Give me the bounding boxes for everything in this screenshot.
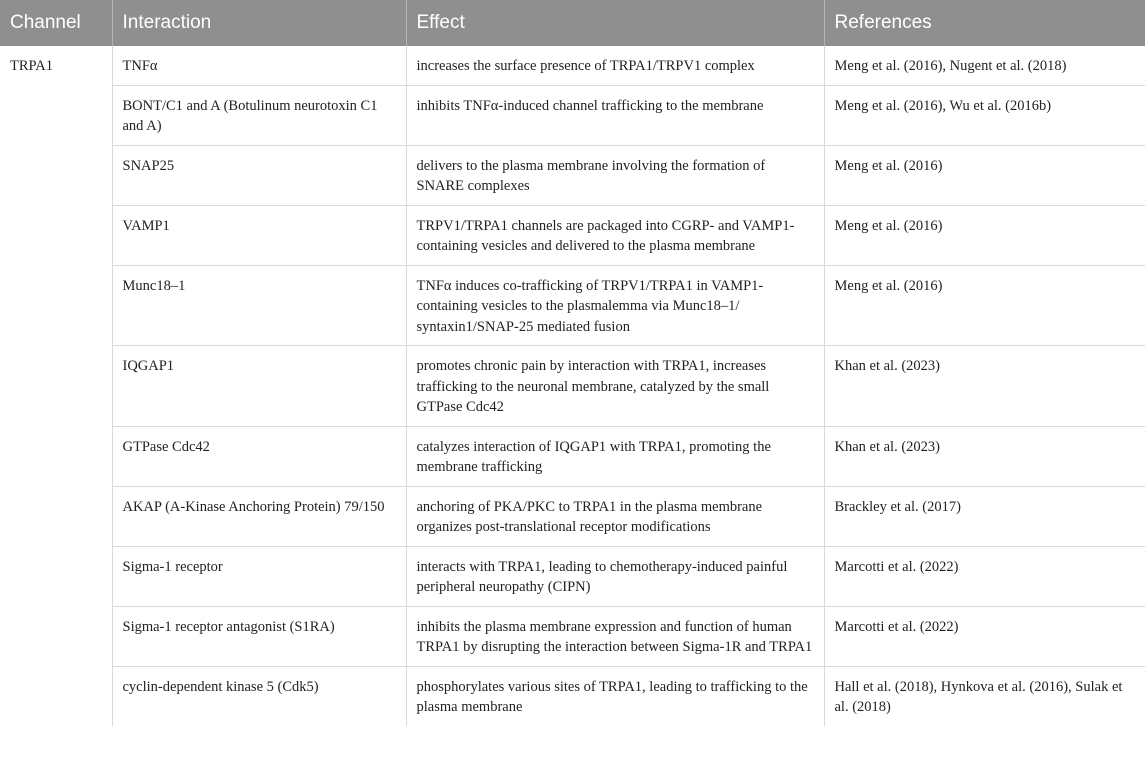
table-body: [0, 46, 1145, 726]
header-interaction: Interaction: [112, 0, 406, 46]
references-cell: Meng et al. (2016): [824, 205, 1145, 265]
table-row: [0, 666, 1145, 726]
channel-cell: TRPA1: [10, 58, 53, 74]
table-row: [0, 265, 1145, 346]
references-cell: Hall et al. (2018), Hynkova et al. (2016), Sulak et al. (2018): [824, 666, 1145, 726]
interaction-cell: BONT/C1 and A (Botulinum neurotoxin C1 and A): [112, 85, 406, 145]
references-cell: Khan et al. (2023): [824, 346, 1145, 427]
header-channel: Channel: [0, 0, 112, 46]
interaction-cell: cyclin-dependent kinase 5 (Cdk5): [112, 666, 406, 726]
effect-cell: delivers to the plasma membrane involving the formation of SNARE complexes: [406, 145, 824, 205]
effect-cell: promotes chronic pain by interaction with TRPA1, increases trafficking to the neuronal membrane, catalyzed by the small GTPase Cdc42: [406, 346, 824, 427]
table-row: [0, 426, 1145, 486]
effect-cell: TNFα induces co-trafficking of TRPV1/TRPA1 in VAMP1-containing vesicles to the plasmalemma via Munc18–1/ syntaxin1/SNAP-25 mediated fusion: [406, 265, 824, 346]
table-row: [0, 546, 1145, 606]
table-row: [0, 46, 1145, 85]
table-row: [0, 346, 1145, 427]
table-row: [0, 606, 1145, 666]
interaction-cell: GTPase Cdc42: [112, 426, 406, 486]
table-row: [0, 205, 1145, 265]
table-row: [0, 486, 1145, 546]
header-row: [0, 0, 1145, 46]
header-effect: Effect: [406, 0, 824, 46]
references-cell: Meng et al. (2016): [824, 265, 1145, 346]
effect-cell: catalyzes interaction of IQGAP1 with TRPA1, promoting the membrane trafficking: [406, 426, 824, 486]
references-cell: Marcotti et al. (2022): [824, 546, 1145, 606]
interaction-cell: AKAP (A-Kinase Anchoring Protein) 79/150: [112, 486, 406, 546]
header-references: References: [824, 0, 1145, 46]
effect-cell: anchoring of PKA/PKC to TRPA1 in the plasma membrane organizes post-translational receptor modifications: [406, 486, 824, 546]
interaction-cell: IQGAP1: [112, 346, 406, 427]
effect-cell: interacts with TRPA1, leading to chemotherapy-induced painful peripheral neuropathy (CIPN): [406, 546, 824, 606]
table-row: [0, 85, 1145, 145]
references-cell: Marcotti et al. (2022): [824, 606, 1145, 666]
effect-cell: inhibits TNFα-induced channel trafficking to the membrane: [406, 85, 824, 145]
effect-cell: TRPV1/TRPA1 channels are packaged into CGRP- and VAMP1-containing vesicles and delivered to the plasma membrane: [406, 205, 824, 265]
references-cell: Meng et al. (2016): [824, 145, 1145, 205]
interaction-cell: VAMP1: [112, 205, 406, 265]
references-cell: Meng et al. (2016), Wu et al. (2016b): [824, 85, 1145, 145]
interaction-cell: Munc18–1: [112, 265, 406, 346]
table-row: [0, 145, 1145, 205]
references-cell: Khan et al. (2023): [824, 426, 1145, 486]
references-cell: Brackley et al. (2017): [824, 486, 1145, 546]
effect-cell: inhibits the plasma membrane expression and function of human TRPA1 by disrupting the interaction between Sigma-1R and TRPA1: [406, 606, 824, 666]
references-cell: Meng et al. (2016), Nugent et al. (2018): [824, 46, 1145, 85]
effect-cell: phosphorylates various sites of TRPA1, leading to trafficking to the plasma membrane: [406, 666, 824, 726]
table-header: [0, 0, 1145, 46]
interaction-cell: TNFα: [112, 46, 406, 85]
effect-cell: increases the surface presence of TRPA1/TRPV1 complex: [406, 46, 824, 85]
interaction-cell: SNAP25: [112, 145, 406, 205]
interaction-cell: Sigma-1 receptor antagonist (S1RA): [112, 606, 406, 666]
interaction-cell: Sigma-1 receptor: [112, 546, 406, 606]
